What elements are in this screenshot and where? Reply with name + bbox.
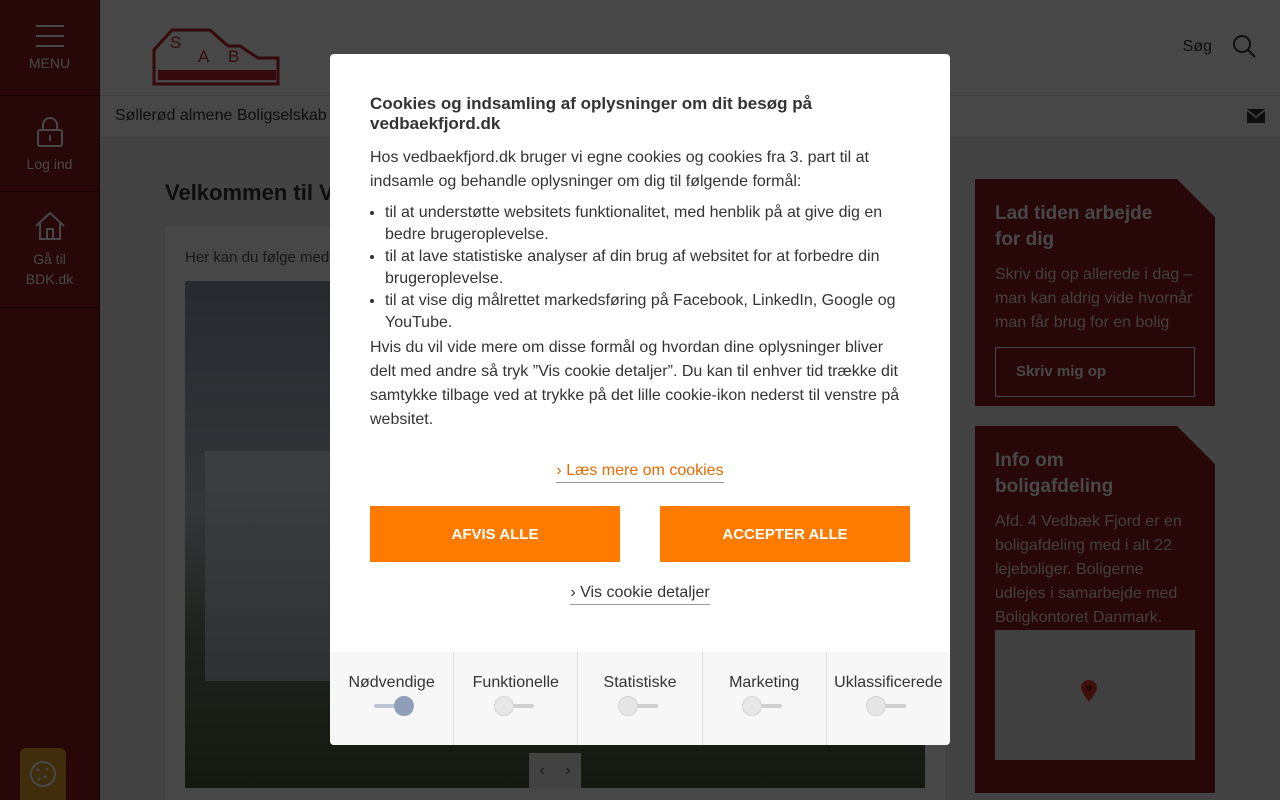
marketing-toggle[interactable] (746, 704, 782, 708)
cookie-heading: Cookies og indsamling af oplysninger om dit besøg på vedbaekfjord.dk (370, 94, 813, 133)
purpose-item: • til at lave statistiske analyser af din brug af websitet for at forbedre din brugeroplevelse. (385, 246, 910, 290)
category-label: Statistiske (603, 674, 677, 691)
chevron-right-icon: › (570, 584, 576, 601)
category-label: Marketing (729, 674, 800, 691)
accept-all-button[interactable]: ACCEPTER ALLE (660, 506, 910, 562)
category-label: Funktionelle (472, 674, 559, 691)
reject-all-button[interactable]: AFVIS ALLE (370, 506, 620, 562)
purpose-item: • til at understøtte websitets funktionalitet, med henblik på at give dig en bedre brugeroplevelse. (385, 202, 910, 246)
purpose-list (385, 202, 910, 334)
toggle-knob (618, 696, 638, 716)
toggle-knob (742, 696, 762, 716)
read-more-label: Læs mere om cookies (566, 462, 724, 479)
cookie-more-info: Hvis du vil vide mere om disse formål og hvordan dine oplysninger bliver delt med andre så tryk ”Vis cookie detaljer”. Du kan til enhver tid trække dit samtykke tilbage ved at trykke på det lille cookie-ikon nederst til venstre på websitet. (370, 339, 900, 428)
cookie-category-bar (330, 652, 950, 745)
category-marketing (703, 652, 827, 745)
category-functional (454, 652, 578, 745)
cookie-consent-dialog (330, 54, 950, 745)
consent-buttons (370, 506, 910, 562)
details-label: Vis cookie detaljer (580, 584, 710, 601)
statistics-toggle[interactable] (622, 704, 658, 708)
read-more-link[interactable] (370, 462, 910, 480)
cookie-details-link[interactable] (370, 584, 910, 602)
cookie-intro: Hos vedbaekfjord.dk bruger vi egne cookies og cookies fra 3. part til at indsamle og behandle oplysninger om dig til følgende formål: (370, 149, 869, 190)
toggle-knob (866, 696, 886, 716)
purpose-item: • til at vise dig målrettet markedsføring på Facebook, LinkedIn, Google og YouTube. (385, 290, 910, 334)
category-statistics (578, 652, 702, 745)
functional-toggle[interactable] (498, 704, 534, 708)
category-necessary (330, 652, 454, 745)
category-unclassified (827, 652, 950, 745)
necessary-toggle[interactable] (374, 704, 410, 708)
toggle-knob (394, 696, 414, 716)
category-label: Nødvendige (348, 674, 435, 691)
toggle-knob (494, 696, 514, 716)
chevron-right-icon: › (556, 462, 562, 479)
unclassified-toggle[interactable] (870, 704, 906, 708)
category-label: Uklassificerede (834, 674, 943, 691)
